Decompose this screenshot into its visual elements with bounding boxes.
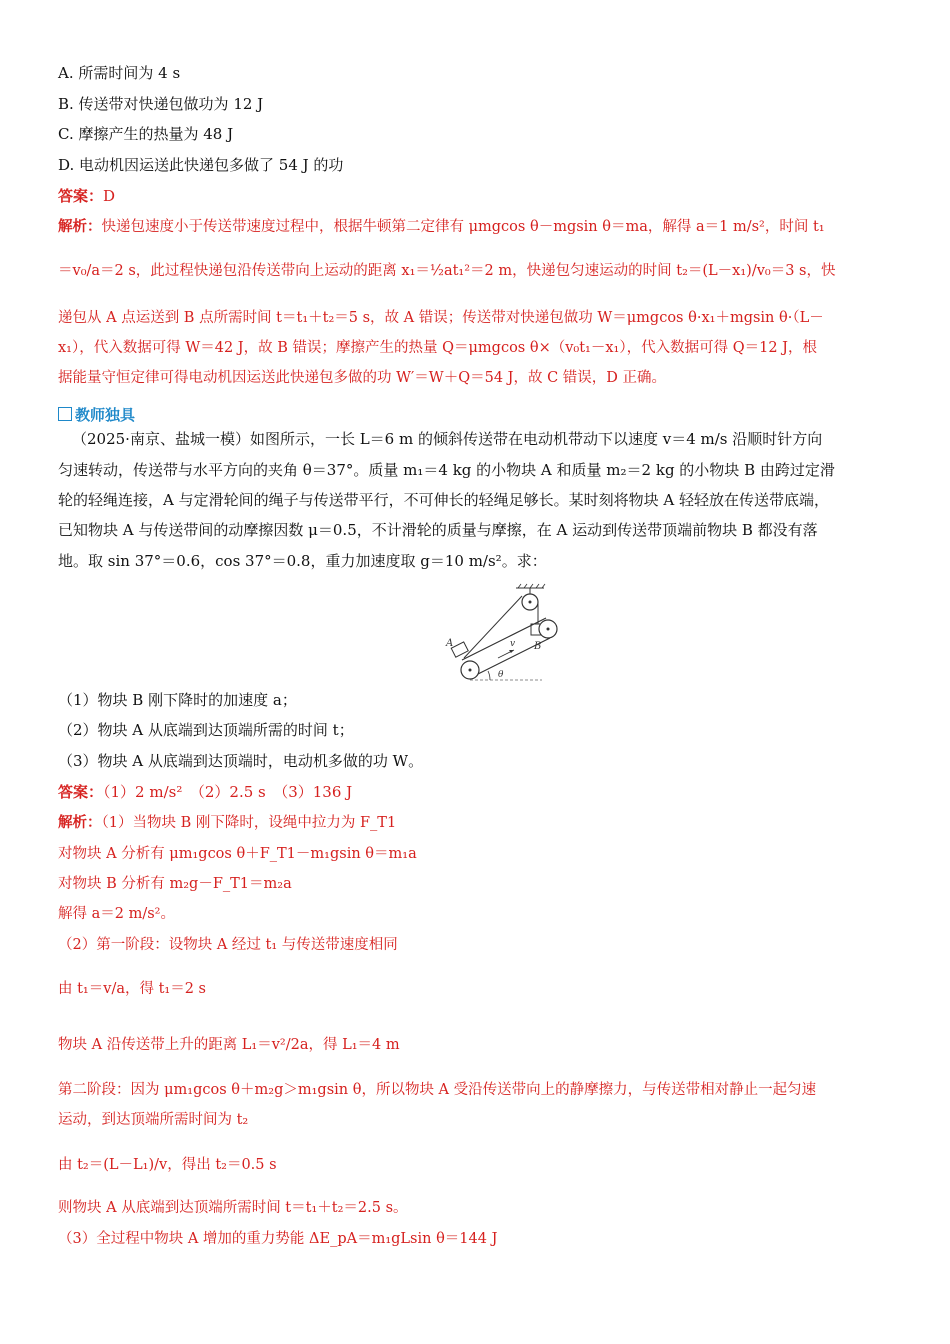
solution-line-2: 对物块 A 分析有 μm₁gcos θ＋F_T1－m₁gsin θ＝m₁a xyxy=(58,846,417,862)
problem-line-1: （2025·南京、盐城一模）如图所示，一长 L＝6 m 的倾斜传送带在电动机带动下以速度 v＝4 m/s 沿顺时针方向 xyxy=(72,430,823,448)
teacher-heading xyxy=(58,404,135,426)
solution-line-4: 解得 a＝2 m/s²。 xyxy=(58,906,175,922)
answer-label: 答案： xyxy=(58,187,104,205)
question-2: （2）物块 A 从底端到达顶端所需的时间 t； xyxy=(58,721,354,739)
label-theta: θ xyxy=(498,670,504,680)
fixed-pulley-axle xyxy=(529,601,532,604)
label-b: B xyxy=(534,641,542,652)
block-a xyxy=(451,642,468,657)
solution-line-5: （2）第一阶段：设物块 A 经过 t₁ 与传送带速度相同 xyxy=(58,937,398,953)
label-a: A xyxy=(446,638,454,649)
solution-line-10: 由 t₂＝(L－L₁)/v，得出 t₂＝0.5 s xyxy=(58,1157,277,1173)
teacher-answer-line xyxy=(58,781,352,803)
solution-line-8: 第二阶段：因为 μm₁gcos θ＋m₂g＞m₁gsin θ，所以物块 A 受沿传送带向上的静摩擦力，与传送带相对静止一起匀速 xyxy=(58,1082,817,1098)
solution-line-1 xyxy=(58,812,396,834)
solution-text-1: （1）当物块 B 刚下降时，设绳中拉力为 F_T1 xyxy=(101,815,397,831)
label-v: v xyxy=(510,639,516,649)
option-b: B. 传送带对快递包做功为 12 J xyxy=(58,95,264,113)
teacher-answer-value: （1）2 m/s² （2）2.5 s （3）136 J xyxy=(103,783,353,801)
top-roller-axle xyxy=(547,628,550,631)
analysis-line-3: 递包从 A 点运送到 B 点所需时间 t＝t₁＋t₂＝5 s，故 A 错误；传送带对快递包做功 W＝μmgcos θ·x₁＋mgsin θ·（L－ xyxy=(58,310,824,326)
problem-line-5: 地。取 sin 37°＝0.6，cos 37°＝0.8，重力加速度取 g＝10 m/s²。求： xyxy=(58,552,547,570)
analysis-line-1 xyxy=(58,216,825,238)
problem-line-3: 轮的轻绳连接，A 与定滑轮间的绳子与传送带平行，不可伸长的轻绳足够长。某时刻将物块 A 轻轻放在传送带底端， xyxy=(58,491,829,509)
checkbox-square-icon xyxy=(58,407,72,421)
teacher-answer-label: 答案： xyxy=(58,783,104,801)
option-c: C. 摩擦产生的热量为 48 J xyxy=(58,125,234,143)
option-a: A. 所需时间为 4 s xyxy=(58,64,181,82)
problem-line-4: 已知物块 A 与传送带间的动摩擦因数 μ＝0.5，不计滑轮的质量与摩擦，在 A 运动到传送带顶端前物块 B 都没有落 xyxy=(58,521,818,539)
teacher-analysis-label: 解析： xyxy=(58,814,102,831)
solution-line-6: 由 t₁＝v/a，得 t₁＝2 s xyxy=(58,981,206,997)
problem-line-2: 匀速转动，传送带与水平方向的夹角 θ＝37°。质量 m₁＝4 kg 的小物块 A 和质量 m₂＝2 kg 的小物块 B 由跨过定滑 xyxy=(58,461,835,479)
solution-line-9: 运动，到达顶端所需时间为 t₂ xyxy=(58,1112,249,1128)
conveyor-belt-figure xyxy=(398,582,578,688)
bottom-roller-axle xyxy=(469,669,472,672)
analysis-line-5: 据能量守恒定律可得电动机因运送此快递包多做的功 W′＝W＋Q＝54 J，故 C 错误，D 正确。 xyxy=(58,370,667,386)
analysis-label: 解析： xyxy=(58,218,102,235)
solution-line-7: 物块 A 沿传送带上升的距离 L₁＝v²/2a，得 L₁＝4 m xyxy=(58,1037,400,1053)
analysis-line-2: ＝v₀/a＝2 s，此过程快递包沿传送带向上运动的距离 x₁＝½at₁²＝2 m，快递包匀速运动的时间 t₂＝(L－x₁)/v₀＝3 s，快 xyxy=(58,263,836,279)
question-1: （1）物块 B 刚下降时的加速度 a； xyxy=(58,691,297,709)
belt-top xyxy=(462,618,546,660)
analysis-text-1: 快递包速度小于传送带速度过程中，根据牛顿第二定律有 μmgcos θ－mgsin θ＝ma，解得 a＝1 m/s²，时间 t₁ xyxy=(101,219,825,235)
angle-arc xyxy=(488,671,490,680)
solution-line-12: （3）全过程中物块 A 增加的重力势能 ΔE_pA＝m₁gLsin θ＝144 J xyxy=(58,1231,498,1247)
question-3: （3）物块 A 从底端到达顶端时，电动机多做的功 W。 xyxy=(58,752,424,770)
ceiling-hatch xyxy=(518,584,545,588)
answer-line xyxy=(58,185,115,207)
analysis-line-4: x₁），代入数据可得 W＝42 J，故 B 错误；摩擦产生的热量 Q＝μmgcos θ×（v₀t₁－x₁），代入数据可得 Q＝12 J，根 xyxy=(58,340,817,356)
answer-value: D xyxy=(103,187,116,205)
solution-line-11: 则物块 A 从底端到达顶端所需时间 t＝t₁＋t₂＝2.5 s。 xyxy=(58,1200,408,1216)
teacher-heading-text: 教师独具 xyxy=(75,406,136,424)
solution-line-3: 对物块 B 分析有 m₂g－F_T1＝m₂a xyxy=(58,876,292,892)
option-d: D. 电动机因运送此快递包多做了 54 J 的功 xyxy=(58,156,344,174)
